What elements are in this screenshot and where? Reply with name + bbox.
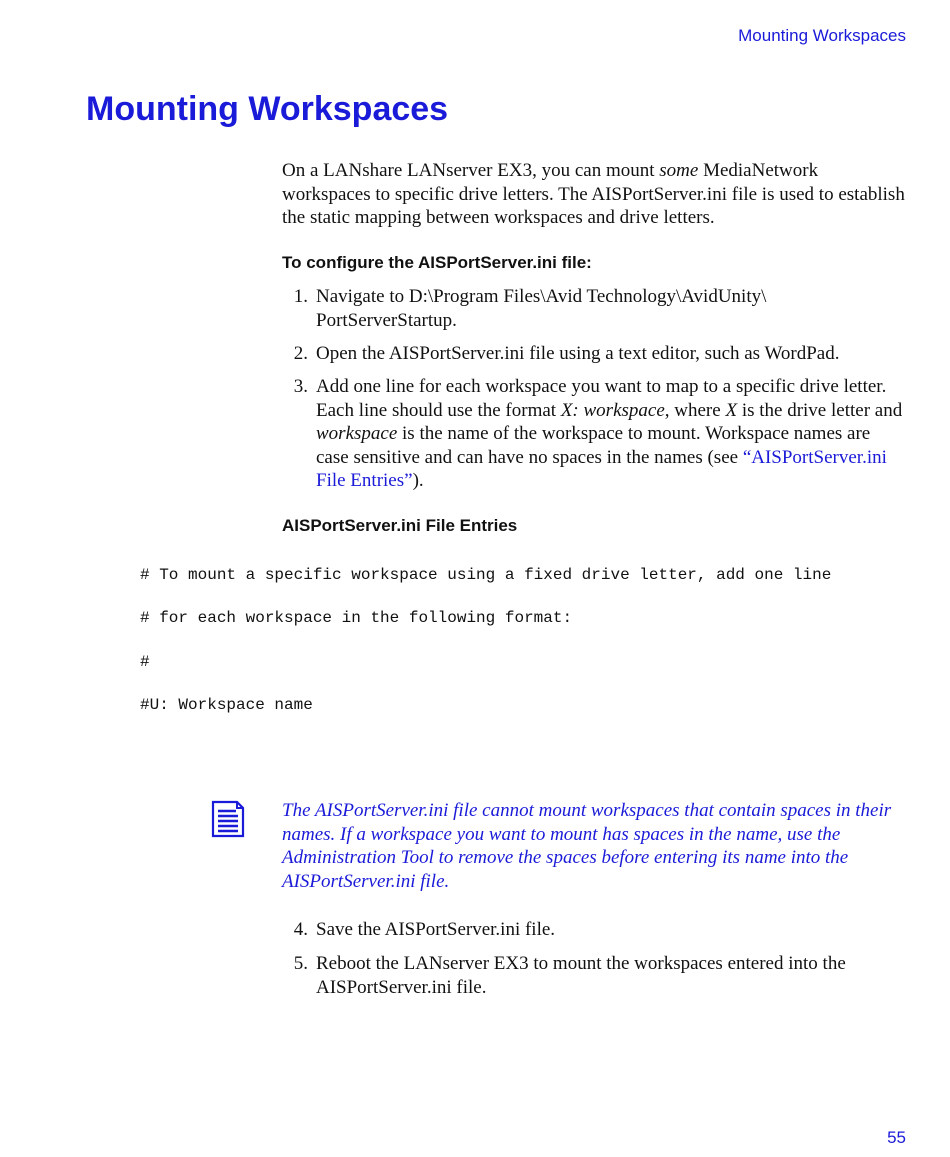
- format-emphasis: X: workspace: [560, 399, 665, 421]
- x-emphasis: X: [725, 399, 738, 421]
- step-3-part: , where: [664, 399, 726, 421]
- note-text: The AISPortServer.ini file cannot mount workspaces that contain spaces in their names. If a workspace you want to mount has spaces in the name, use the Administration Tool to remove the spaces before entering its name into the AISPortServer.ini file.: [282, 800, 892, 892]
- step-3-part: Add one line for each workspace you want to map to a specific drive letter. Each line should use the format: [316, 376, 887, 421]
- intro-paragraph: [282, 159, 907, 230]
- step-5-line-1: Reboot the LANserver EX3 to mount the workspaces entered into the: [316, 953, 846, 974]
- intro-text-end: MediaNetwork workspaces to specific drive letters. The AISPortServer.ini file is used to establish the static mapping between workspaces and drive letters.: [282, 160, 905, 228]
- code-line: #: [140, 653, 150, 671]
- step-number: 4.: [293, 919, 308, 940]
- step-5: [282, 952, 907, 999]
- entries-heading: AISPortServer.ini File Entries: [282, 516, 518, 535]
- code-line: # for each workspace in the following format:: [140, 609, 573, 627]
- workspace-emphasis: workspace: [316, 423, 398, 444]
- running-header: Mounting Workspaces: [738, 26, 906, 45]
- step-3-part: is the drive letter and: [737, 399, 903, 421]
- step-2-text: Open the AISPortServer.ini file using a text editor, such as WordPad.: [316, 343, 840, 364]
- step-4-text: Save the AISPortServer.ini file.: [316, 919, 556, 940]
- step-5-line-2: AISPortServer.ini file.: [316, 976, 487, 998]
- intro-text-start: On a LANshare LANserver EX3, you can mount: [282, 160, 660, 181]
- note-icon: [210, 800, 246, 838]
- step-number: 5.: [293, 953, 308, 974]
- step-1: [282, 285, 907, 332]
- page-number: 55: [887, 1128, 906, 1147]
- cross-reference-link[interactable]: “AISPortServer.ini File Entries”: [316, 446, 887, 491]
- step-3-text: [316, 375, 907, 493]
- step-3-part: ).: [412, 470, 424, 491]
- procedure-heading: To configure the AISPortServer.ini file:: [282, 253, 592, 272]
- code-line: # To mount a specific workspace using a fixed drive letter, add one line: [140, 566, 832, 584]
- step-number: 3.: [293, 376, 308, 397]
- step-1-line-2: PortServerStartup.: [316, 309, 457, 331]
- step-number: 2.: [293, 343, 308, 364]
- step-3-part: is the name of the workspace to mount. Workspace names are case sensitive and can have no spaces in the names (see: [316, 423, 871, 468]
- intro-emphasis: some: [659, 160, 699, 181]
- page-title: Mounting Workspaces: [86, 90, 449, 128]
- step-2: [282, 342, 907, 366]
- step-1-line-1: Navigate to D:\Program Files\Avid Technology\AvidUnity\: [316, 286, 767, 307]
- step-4: [282, 918, 907, 942]
- step-number: 1.: [293, 286, 308, 307]
- code-line: #U: Workspace name: [140, 696, 313, 714]
- step-3: [282, 375, 907, 493]
